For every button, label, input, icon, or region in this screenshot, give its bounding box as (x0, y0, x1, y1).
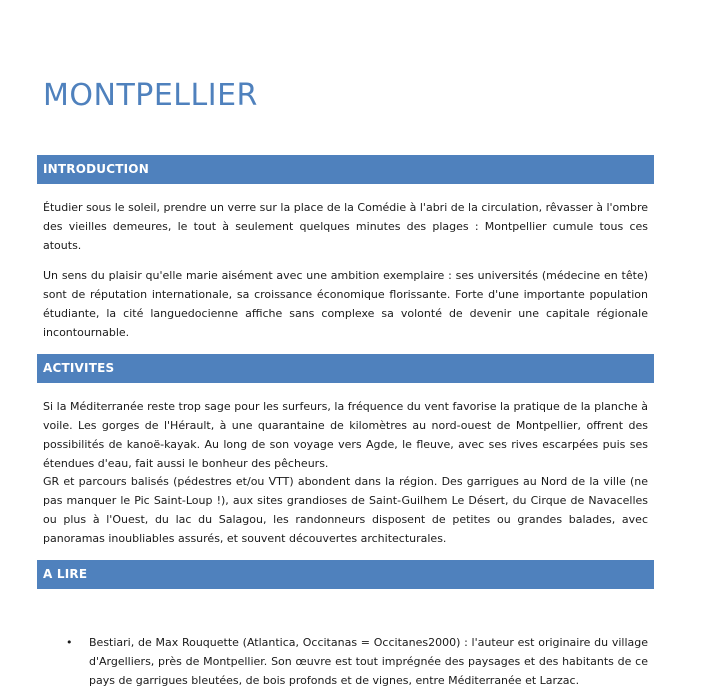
introduction-paragraph-1: Étudier sous le soleil, prendre un verre sur la place de la Comédie à l'abri de la circulation, rêvasser à l'ombre des vieilles demeures, le tout à seulement quelques minutes des plages : Montpellier cumule tous ces atouts. (43, 201, 648, 252)
section-header-introduction: INTRODUCTION (37, 155, 654, 184)
page-title: MONTPELLIER (43, 78, 258, 114)
section-header-a-lire: A LIRE (37, 560, 654, 589)
activites-paragraph-2: GR et parcours balisés (pédestres et/ou VTT) abondent dans la région. Des garrigues au Nord de la ville (ne pas manquer le Pic Saint-Loup !), aux sites grandioses de Saint-Guilhem Le Désert, du Cirque de Navacelles ou plus à l'Ouest, du lac du Salagou, les randonneurs disposent de petites ou grandes balades, avec panoramas inoubliables assurés, et souvent découvertes architecturales. (43, 475, 648, 545)
section-header-activites: ACTIVITES (37, 354, 654, 383)
activites-paragraph-1: Si la Méditerranée reste trop sage pour les surfeurs, la fréquence du vent favorise la pratique de la planche à voile. Les gorges de l'Hérault, à une quarantaine de kilomètres au nord-ouest de Montpellier, offrent des possibilités de kanoë-kayak. Au long de son voyage vers Agde, le fleuve, avec ses rives escarpées puis ses étendues d'eau, fait aussi le bonheur des pêcheurs. (43, 400, 648, 470)
list-item-bestiari: Bestiari, de Max Rouquette (Atlantica, Occitanas = Occitanes2000) : l'auteur est originaire du village d'Argelliers, près de Montpellier. Son œuvre est tout imprégnée des paysages et des habitants de ce pays de garrigues bleutées, de bois profonds et de vignes, entre Méditerranée et Larzac. (89, 636, 648, 687)
introduction-paragraph-2: Un sens du plaisir qu'elle marie aisément avec une ambition exemplaire : ses universités (médecine en tête) sont de réputation internationale, sa croissance économique florissante. Forte d'une importante population étudiante, la cité languedocienne affiche sans complexe sa volonté de devenir une capitale régionale incontournable. (43, 269, 648, 339)
bullet-icon: • (66, 636, 73, 649)
